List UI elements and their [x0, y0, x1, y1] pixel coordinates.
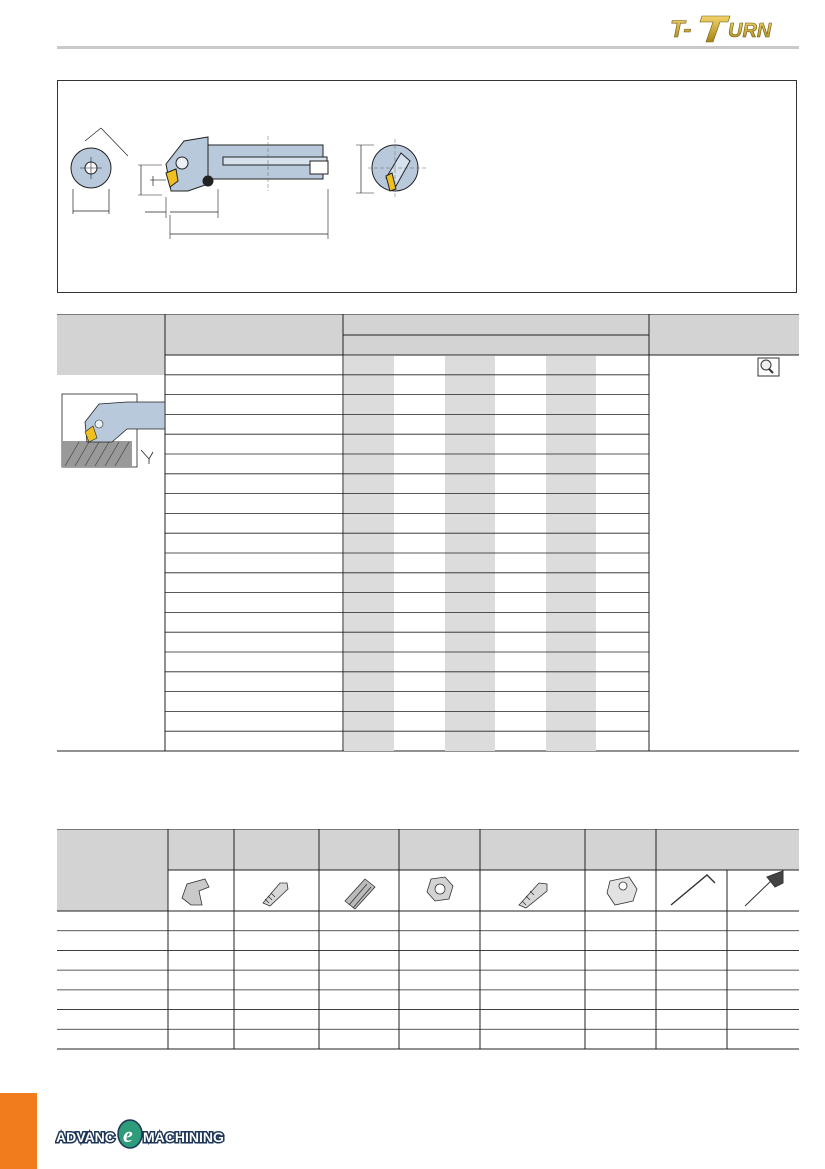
tool-specification-table: [57, 314, 799, 754]
svg-text:ADVANC: ADVANC: [56, 1129, 115, 1145]
svg-text:T-: T-: [670, 16, 692, 43]
tool-dimension-diagram: [58, 81, 796, 292]
page-tab: [0, 1093, 37, 1169]
svg-text:URN: URN: [728, 20, 772, 42]
side-view: [138, 136, 328, 239]
svg-text:e: e: [123, 1122, 133, 1147]
header-rule: [57, 46, 799, 49]
magnifier-icon: [758, 358, 779, 376]
end-view: [71, 128, 128, 214]
cutter-end-view: [356, 139, 426, 197]
spare-parts-table: [57, 829, 799, 1051]
t-turn-logo: [668, 12, 803, 44]
boring-application-illustration: [62, 394, 165, 467]
svg-text:MACHINING: MACHINING: [143, 1129, 224, 1145]
advance-machining-logo: [55, 1118, 227, 1150]
